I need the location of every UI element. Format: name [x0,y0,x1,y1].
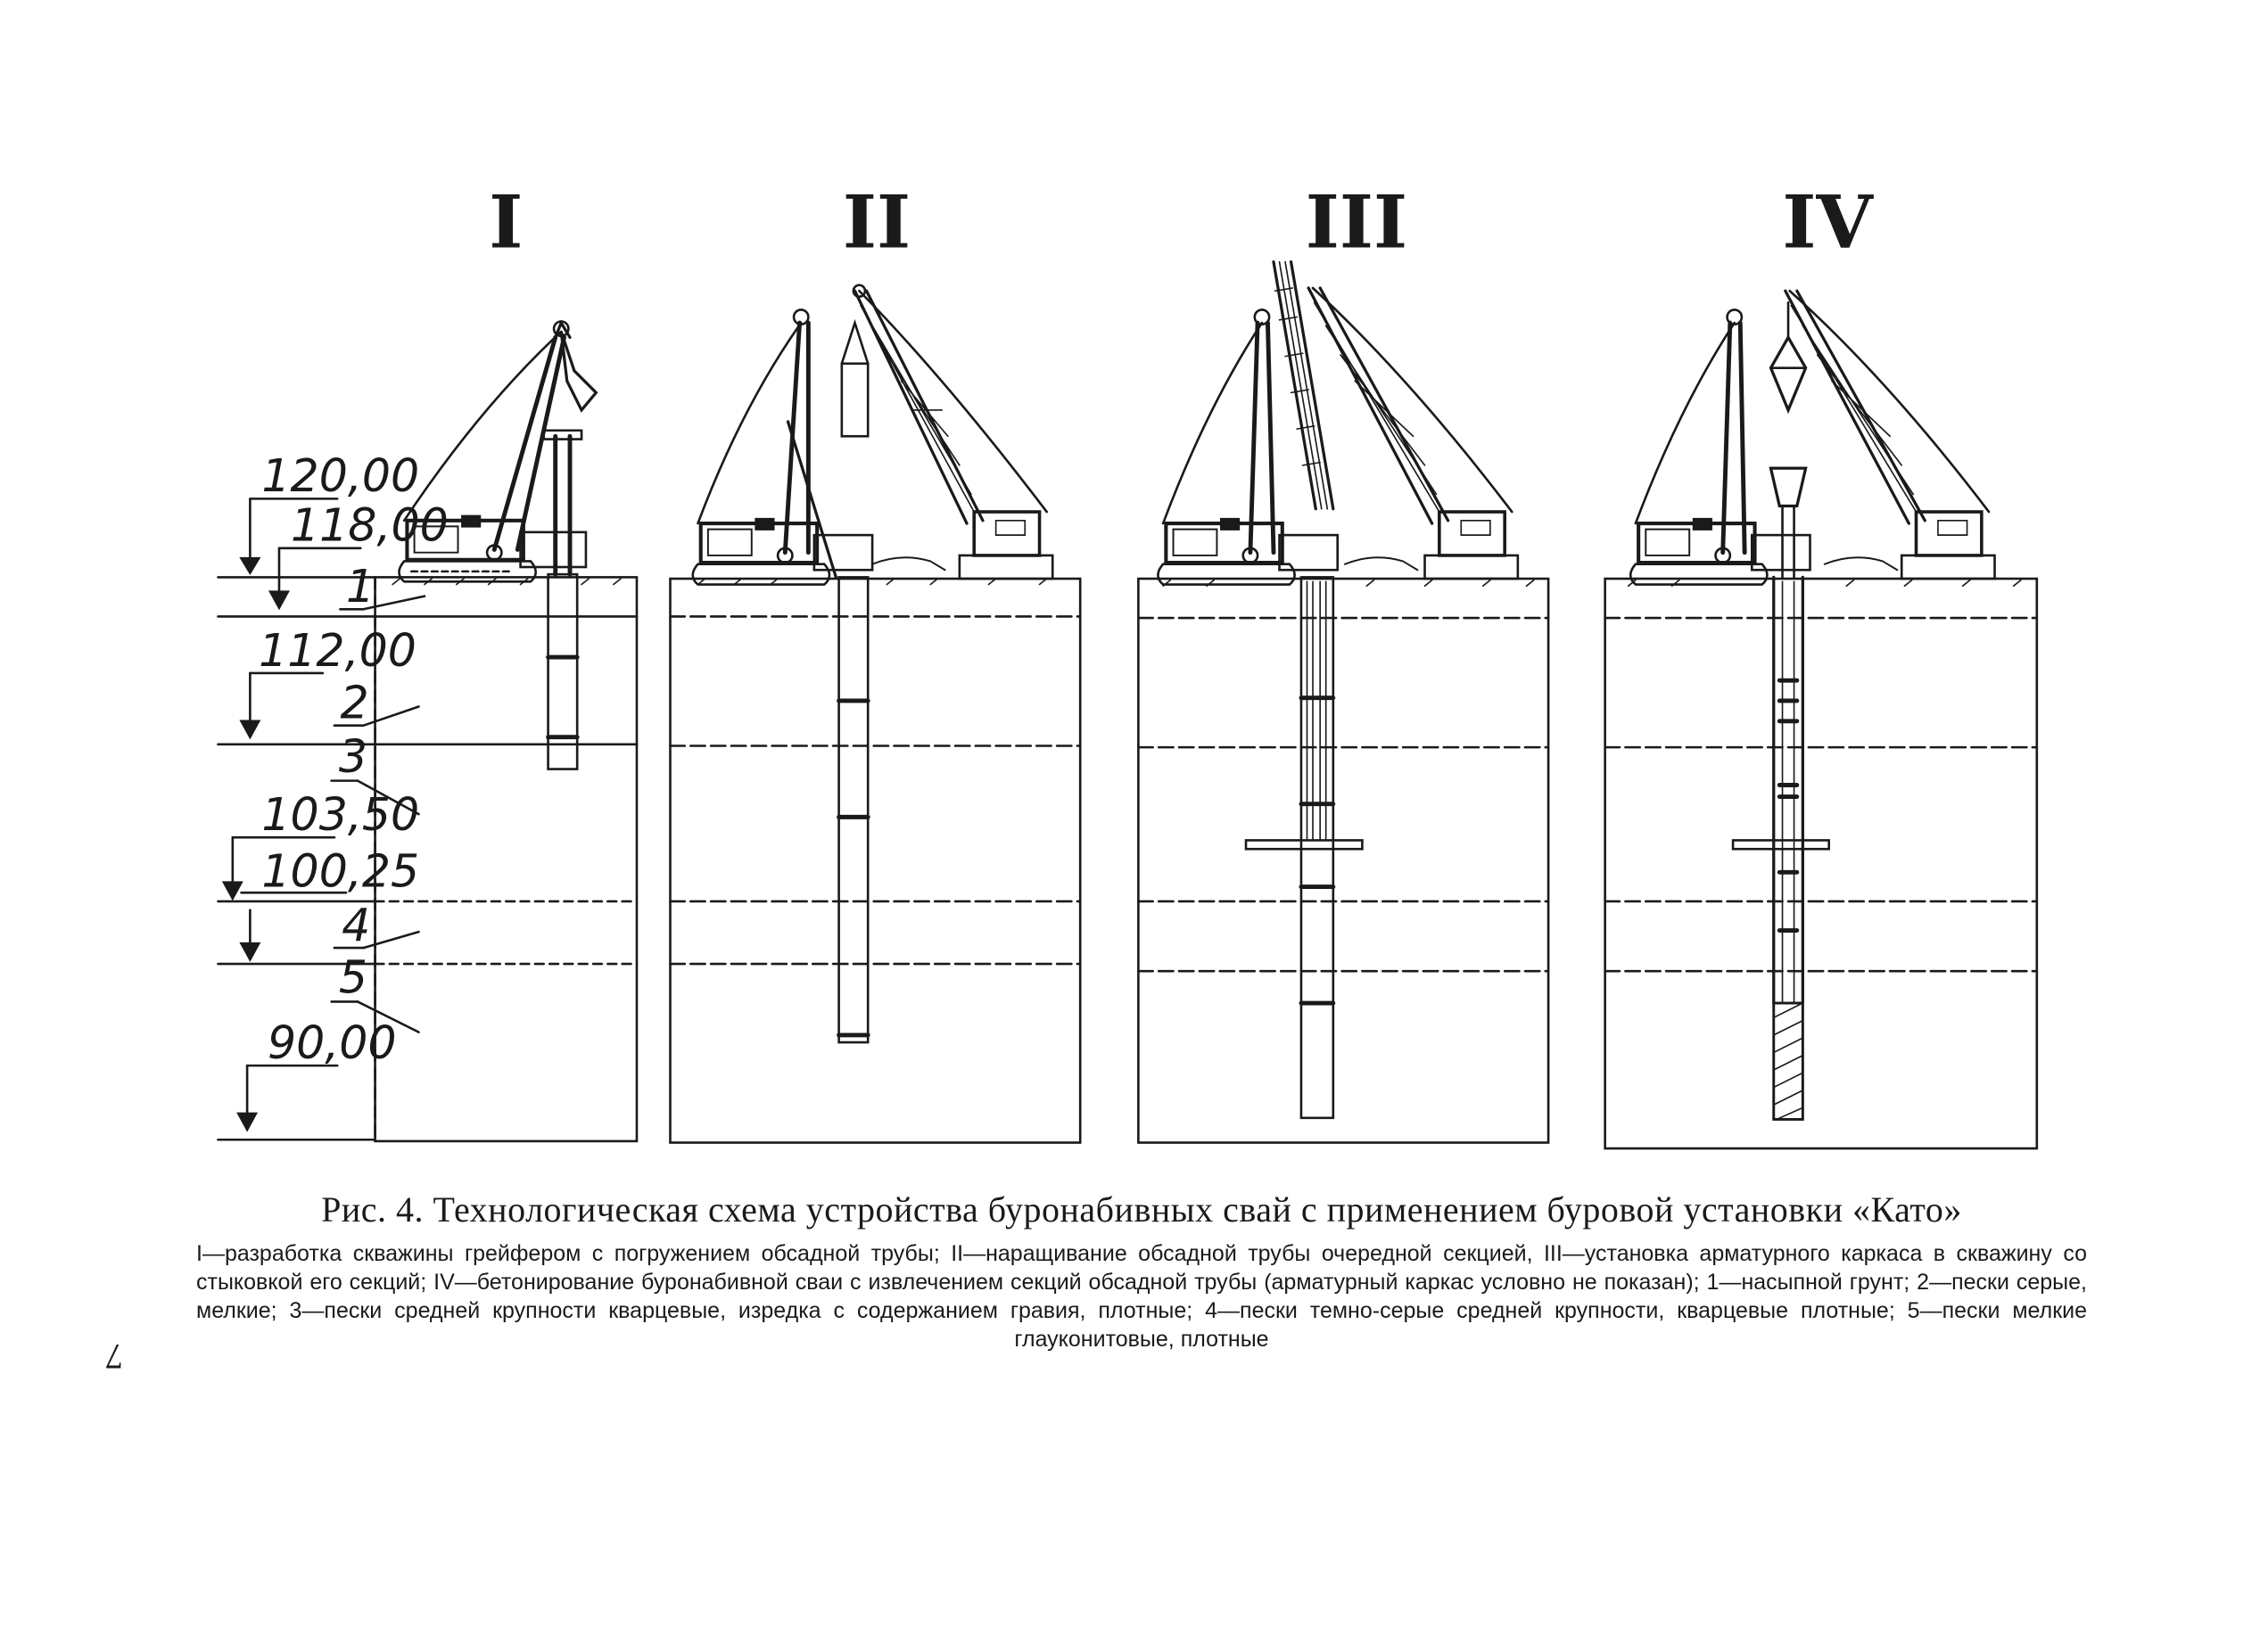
stage-panel-2 [670,285,1080,1143]
casing-pipe [1733,577,1829,1119]
figure-caption [196,1189,2087,1353]
elevation-label-120: 120,00 [261,449,420,503]
layer-label-3: 3 [338,729,367,783]
layer-label-4: 4 [342,898,371,951]
service-crane [1308,288,1518,579]
layer-label-1: 1 [345,560,375,613]
stage-panel-4 [1605,291,2037,1148]
stage-label-3: III [1305,179,1408,266]
stage-panel-1 [375,321,637,1140]
service-crane [854,285,1052,579]
elevation-label-103-50: 103,50 [261,788,420,842]
layer-label-2: 2 [340,676,369,729]
caption-text: I—разработка скважины грейфером с погружением обсадной трубы; II—наращивание обсадной трубы очередной секцией, III—установка арматурного каркаса в скважину со стыковкой его секций; IV—бетонирование буронабивной сваи с извлечением секций обсадной трубы (арматурный каркас условно не показан); 1—насыпной грунт; 2—пески серые, мелкие; 3—пески средней крупности кварцевые, изредка с содержанием гравия, плотные; 4—пески темно-серые средней крупности, кварцевые плотные; 5—пески мелкие глауконитовые, плотные [196,1241,2087,1352]
elevation-label-118: 118,00 [291,498,449,552]
elevation-label-90: 90,00 [267,1016,397,1069]
stage-label-4: IV [1782,179,1873,266]
casing-pipe [548,574,578,769]
casing-pipe [839,577,869,1042]
layer-label-5: 5 [338,950,367,1004]
service-crane [1786,291,1995,579]
page-number: 7 [105,1337,123,1377]
elevation-label-112: 112,00 [259,623,416,677]
stage-panel-3 [1138,262,1548,1143]
concrete-hopper [1770,468,1805,579]
caption-title: Рис. 4. Технологическая схема устройства буронабивных свай с применением буровой установки «Като» [321,1189,1962,1230]
stage-label-2: II [842,179,911,266]
elevation-label-100-25: 100,25 [261,844,420,898]
casing-pipe [1246,577,1362,1117]
stage-label-1: I [489,179,524,266]
casing-section [842,323,868,436]
